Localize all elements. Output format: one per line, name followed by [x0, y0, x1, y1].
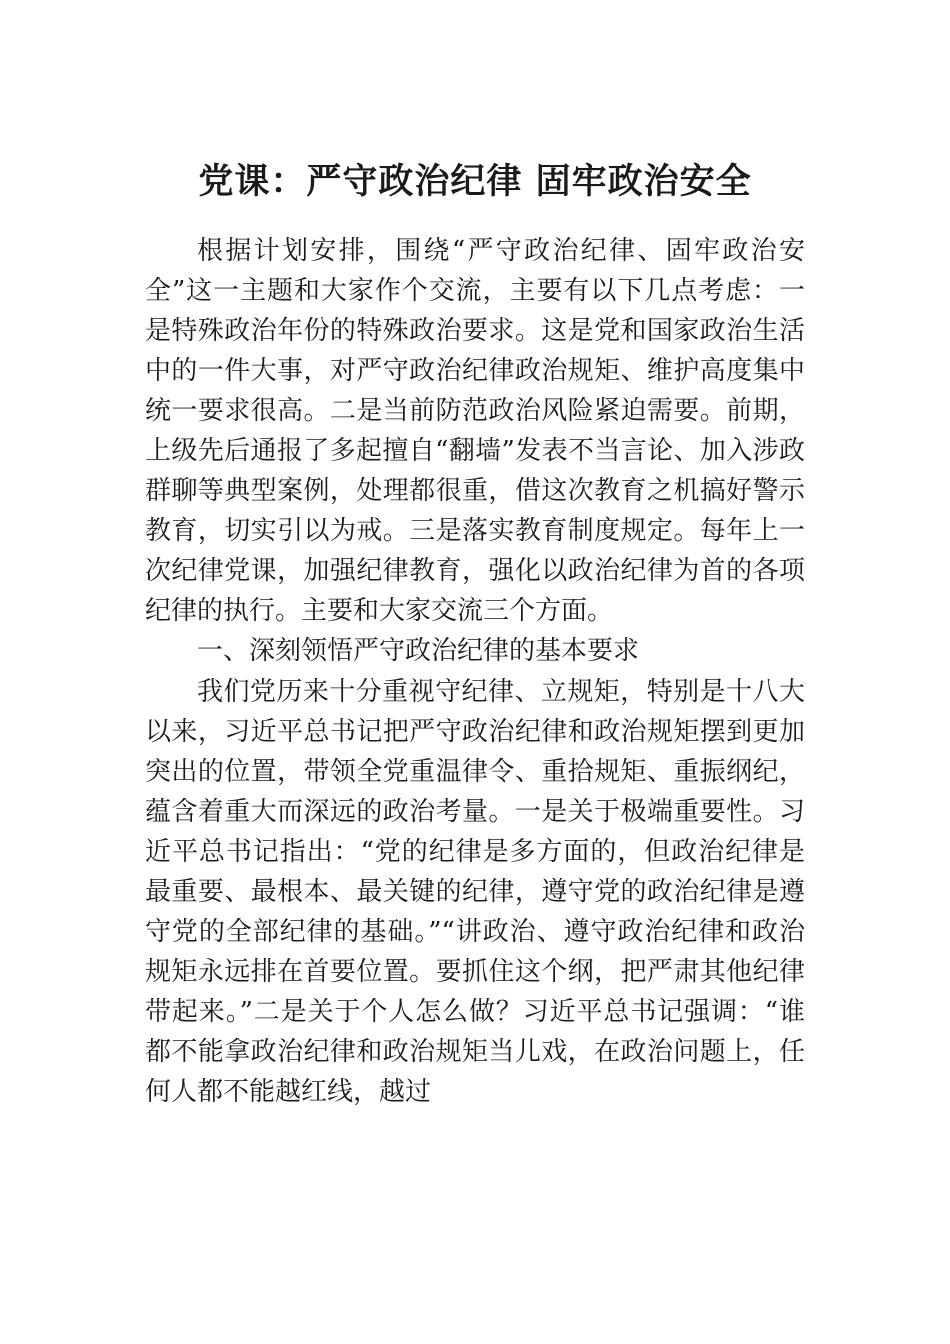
section-heading: 一、深刻领悟严守政治纪律的基本要求	[197, 636, 640, 666]
document-title: 党课：严守政治纪律 固牢政治安全	[198, 161, 752, 202]
document-body	[145, 231, 805, 1112]
intro-paragraph: 根据计划安排，围绕“严守政治纪律、固牢政治安全”这一主题和大家作个交流，主要有以下几点考虑：一是特殊政治年份的特殊政治要求。这是党和国家政治生活中的一件大事，对严守政治纪律政治规矩、维护高度集中统一要求很高。二是当前防范政治风险紧迫需要。前期，上级先后通报了多起擅自“翻墙”发表不当言论、加入涉政群聊等典型案例，处理都很重，借这次教育之机搞好警示教育，切实引以为戒。三是落实教育制度规定。每年上一次纪律党课，加强纪律教育，强化以政治纪律为首的各项纪律的执行。主要和大家交流三个方面。	[145, 236, 805, 626]
section-paragraph: 我们党历来十分重视守纪律、立规矩，特别是十八大以来，习近平总书记把严守政治纪律和政治规矩摆到更加突出的位置，带领全党重温律令、重拾规矩、重振纲纪，蕴含着重大而深远的政治考量。一是关于极端重要性。习近平总书记指出：“党的纪律是多方面的，但政治纪律是最重要、最根本、最关键的纪律，遵守党的政治纪律是遵守党的全部纪律的基础。”“讲政治、遵守政治纪律和政治规矩永远排在首要位置。要抓住这个纲，把严肃其他纪律带起来。”二是关于个人怎么做？习近平总书记强调：“谁都不能拿政治纪律和政治规矩当儿戏，在政治问题上，任何人都不能越红线，越过	[145, 677, 805, 1107]
